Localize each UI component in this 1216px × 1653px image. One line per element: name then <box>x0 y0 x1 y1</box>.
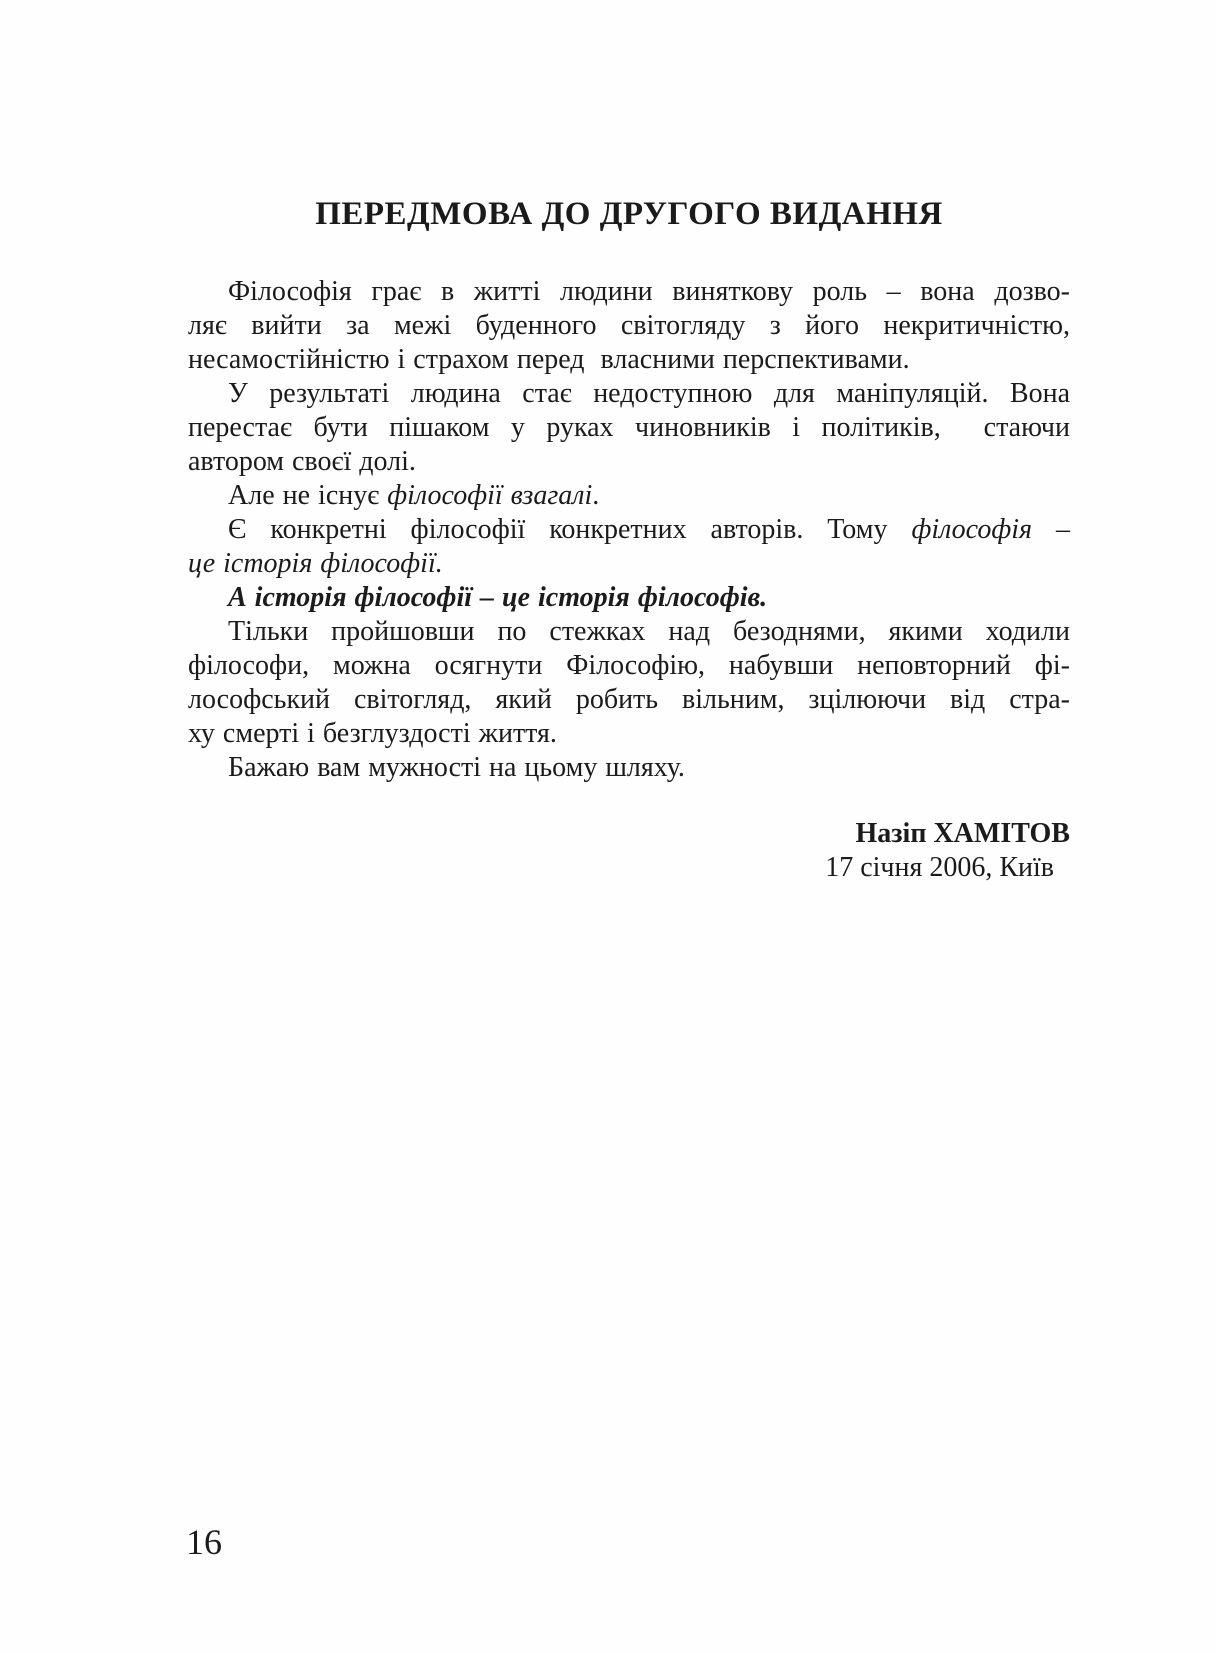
text-segment: автором своєї долі. <box>188 446 416 477</box>
body-line <box>188 581 1070 615</box>
body-text <box>188 275 1070 785</box>
body-line <box>188 479 1070 513</box>
body-line <box>188 411 1070 445</box>
text-segment: Філософія грає в житті людини виняткову роль – вона дозво- <box>228 276 1070 307</box>
signature-date: 17 січня 2006, Київ <box>825 852 1054 883</box>
text-segment: ляє вийти за межі буденного світогляду з його некритичністю, <box>188 310 1070 341</box>
body-line <box>188 513 1070 547</box>
body-line <box>188 445 1070 479</box>
page-number: 16 <box>186 1522 222 1562</box>
body-line <box>188 751 1070 785</box>
text-segment: Але не існує <box>228 480 388 511</box>
text-segment: . <box>592 480 600 511</box>
body-line <box>188 615 1070 649</box>
body-line <box>188 683 1070 717</box>
text-segment: ху смерті і безглуздості життя. <box>188 718 557 749</box>
page-title: ПЕРЕДМОВА ДО ДРУГОГО ВИДАННЯ <box>315 196 943 232</box>
signature-block <box>188 817 1070 885</box>
author-name: Назіп ХАМІТОВ <box>855 818 1070 849</box>
text-segment: Є конкретні філософії конкретних авторів. Тому <box>228 514 912 545</box>
text-segment: А історія філософії – це історія філософів. <box>228 582 768 613</box>
body-line <box>188 547 1070 581</box>
text-segment: Тільки пройшовши по стежках над безоднями, якими ходили <box>228 616 1070 647</box>
body-line <box>188 377 1070 411</box>
text-segment: перестає бути пішаком у руках чиновників і політиків, стаючи <box>188 412 1070 443</box>
body-line <box>188 649 1070 683</box>
body-line <box>188 717 1070 751</box>
text-segment: це історія філософії. <box>188 548 443 579</box>
text-segment: лософський світогляд, який робить вільним, зцілюючи від стра- <box>188 684 1070 715</box>
body-line <box>188 309 1070 343</box>
text-segment: У результаті людина стає недоступною для маніпуляцій. Вона <box>228 378 1070 409</box>
text-segment: Бажаю вам мужності на цьому шляху. <box>228 752 685 783</box>
body-line <box>188 275 1070 309</box>
body-line <box>188 343 1070 377</box>
text-segment: філософія – <box>911 514 1070 545</box>
text-segment: філософії взагалі <box>387 480 593 511</box>
text-segment: філософи, можна осягнути Філософію, набувши неповторний фі- <box>188 650 1070 681</box>
text-segment: несамостійністю і страхом перед власними перспективами. <box>188 344 910 375</box>
